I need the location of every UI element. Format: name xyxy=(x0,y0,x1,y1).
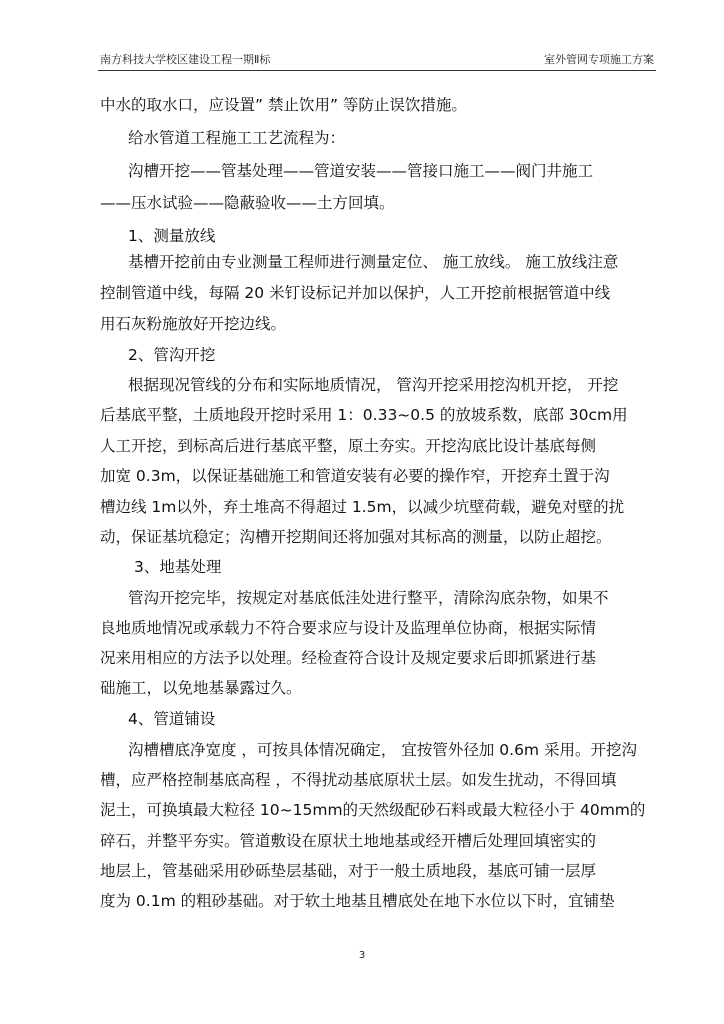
text-line: 碎石，并整平夯实。管道敷设在原状土地地基或经开槽后处理回填密实的 xyxy=(100,832,597,850)
text-line: 况来用相应的方法予以处理。经检查符合设计及规定要求后即抓紧进行基 xyxy=(100,649,597,667)
text-line: 控制管道中线，每隔 20 米钉设标记并加以保护，人工开挖前根据管道中线 xyxy=(100,284,611,302)
page-header xyxy=(100,50,654,70)
header-project-title: 南方科技大学校区建设工程一期Ⅱ标 xyxy=(100,53,271,66)
text-line: 给水管道工程施工工艺流程为： xyxy=(128,129,346,147)
text-line: 管沟开挖完毕，按规定对基底低洼处进行整平，清除沟底杂物，如果不 xyxy=(128,589,609,607)
section-heading: 2、管沟开挖 xyxy=(128,346,216,364)
text-line: 槽，应严格控制基底高程 ，不得扰动基底原状土层。如发生扰动，不得回填 xyxy=(100,771,617,789)
text-line: 础施工，以免地基暴露过久。 xyxy=(100,679,302,697)
header-rule xyxy=(98,70,656,71)
text-line: 沟槽槽底净宽度 ，可按具体情况确定， 宜按管外径加 0.6m 采用。开挖沟 xyxy=(128,741,637,759)
text-line: 中水的取水口，应设置” 禁止饮用” 等防止误饮措施。 xyxy=(100,96,467,114)
text-line: 地层上，管基础采用砂砾垫层基础，对于一般土质地段，基底可铺一层厚 xyxy=(100,862,597,880)
text-line: 动，保证基坑稳定；沟槽开挖期间还将加强对其标高的测量，以防止超挖。 xyxy=(100,528,612,546)
text-line: 泥土，可换填最大粒径 10~15mm的天然级配砂石料或最大粒径小于 40mm的 xyxy=(100,801,646,819)
page-number: 3 xyxy=(358,950,366,961)
text-line: 加宽 0.3m，以保证基础施工和管道安装有必要的操作窄，开挖弃土置于沟 xyxy=(100,467,610,485)
section-heading: 1、测量放线 xyxy=(128,227,216,245)
section-heading: 3、地基处理 xyxy=(134,558,222,576)
text-line: 沟槽开挖——管基处理——管道安装——管接口施工——阀门井施工 xyxy=(128,162,594,180)
header-document-title: 室外管网专项施工方案 xyxy=(544,53,654,66)
text-line: 槽边线 1m以外，弃土堆高不得超过 1.5m，以减少坑壁荷载，避免对壁的扰 xyxy=(100,498,625,516)
text-line: 用石灰粉施放好开挖边线。 xyxy=(100,315,287,333)
text-line: ——压水试验——隐蔽验收——土方回填。 xyxy=(100,194,395,212)
text-line: 根据现况管线的分布和实际地质情况， 管沟开挖采用挖沟机开挖， 开挖 xyxy=(128,376,619,394)
text-line: 后基底平整，土质地段开挖时采用 1：0.33~0.5 的放坡系数，底部 30cm用 xyxy=(100,406,628,424)
text-line: 人工开挖，到标高后进行基底平整，原土夯实。开挖沟底比设计基底每侧 xyxy=(100,437,597,455)
section-heading: 4、管道铺设 xyxy=(128,710,216,728)
text-line: 度为 0.1m 的粗砂基础。对于软土地基且槽底处在地下水位以下时，宜铺垫 xyxy=(100,892,615,910)
text-line: 基槽开挖前由专业测量工程师进行测量定位、 施工放线。 施工放线注意 xyxy=(128,253,619,271)
text-line: 良地质地情况或承载力不符合要求应与设计及监理单位协商，根据实际情 xyxy=(100,619,597,637)
